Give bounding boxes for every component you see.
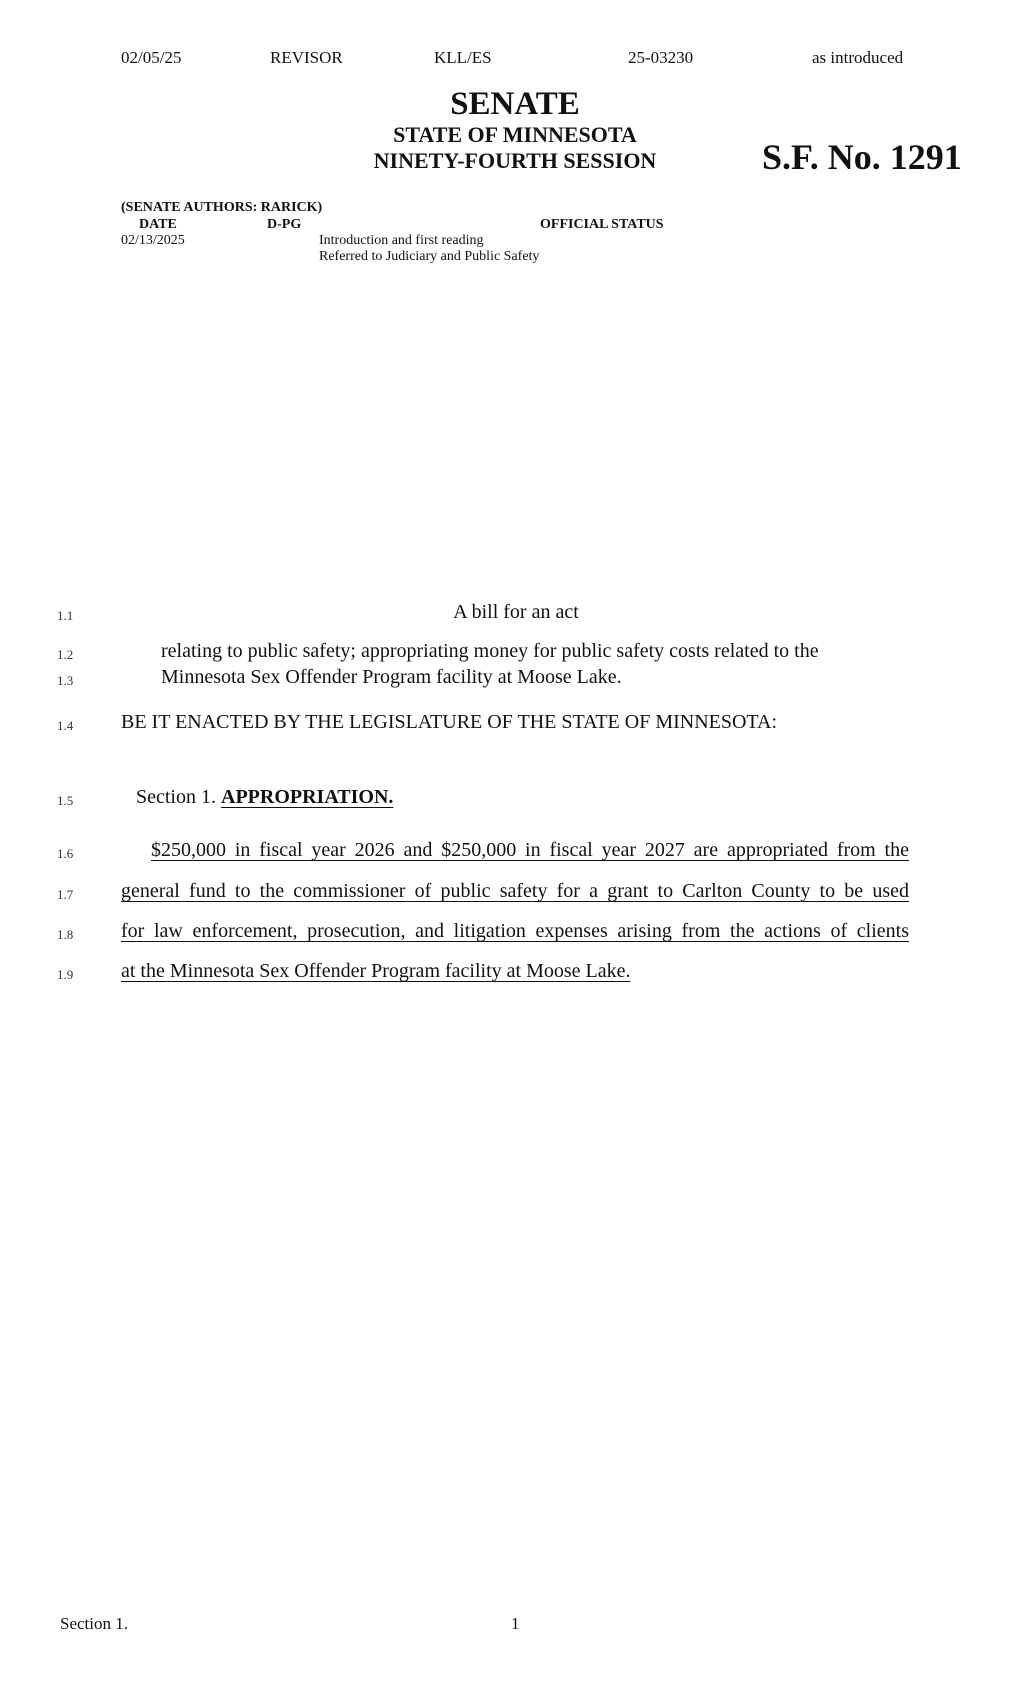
line-number: 1.8 bbox=[57, 927, 74, 942]
line-number: 1.7 bbox=[57, 887, 74, 902]
relating-line-1: relating to public safety; appropriating money for public safety costs related to the bbox=[161, 640, 819, 662]
relating-line-2: Minnesota Sex Offender Program facility at Moose Lake. bbox=[161, 666, 622, 688]
bill-number: S.F. No. 1291 bbox=[762, 137, 962, 177]
page-number: 1 bbox=[511, 1614, 520, 1633]
header-revisor: REVISOR bbox=[270, 48, 343, 67]
section-title: APPROPRIATION. bbox=[221, 786, 394, 808]
section-text-line-4: at the Minnesota Sex Offender Program facility at Moose Lake. bbox=[121, 960, 631, 982]
line-number: 1.3 bbox=[57, 673, 74, 688]
session-title: NINETY-FOURTH SESSION bbox=[373, 148, 657, 173]
status-entry-2: Referred to Judiciary and Public Safety bbox=[319, 249, 540, 264]
line-number: 1.1 bbox=[57, 608, 74, 623]
enacting-clause: BE IT ENACTED BY THE LEGISLATURE OF THE STATE OF MINNESOTA: bbox=[121, 711, 778, 733]
section-text-line-2: general fund to the commissioner of public safety for a grant to Carlton County to be used bbox=[121, 880, 909, 902]
chamber-title: SENATE bbox=[450, 86, 580, 122]
section-text-line-3: for law enforcement, prosecution, and litigation expenses arising from the actions of clients bbox=[121, 920, 909, 942]
footer-section: Section 1. bbox=[60, 1614, 128, 1633]
status-entry-date: 02/13/2025 bbox=[121, 233, 185, 248]
status-entry-1: Introduction and first reading bbox=[319, 233, 484, 248]
line-number: 1.2 bbox=[57, 647, 74, 662]
col-status-header: OFFICIAL STATUS bbox=[540, 217, 664, 232]
col-dpg-header: D-PG bbox=[267, 217, 302, 232]
authors-label: (SENATE AUTHORS: RARICK) bbox=[121, 200, 323, 215]
line-number: 1.9 bbox=[57, 967, 74, 982]
bill-heading: A bill for an act bbox=[453, 601, 579, 623]
header-initials: KLL/ES bbox=[434, 48, 492, 67]
line-number: 1.4 bbox=[57, 718, 74, 733]
line-number: 1.5 bbox=[57, 793, 74, 808]
header-doc-number: 25-03230 bbox=[628, 48, 694, 67]
section-label: Section 1. bbox=[136, 786, 216, 808]
line-number: 1.6 bbox=[57, 846, 74, 861]
col-date-header: DATE bbox=[139, 217, 177, 232]
header-date: 02/05/25 bbox=[121, 48, 182, 67]
section-text-line-1: $250,000 in fiscal year 2026 and $250,000 in fiscal year 2027 are appropriated from the bbox=[151, 839, 909, 861]
header-status: as introduced bbox=[812, 48, 904, 67]
section-heading bbox=[136, 786, 393, 809]
state-title: STATE OF MINNESOTA bbox=[393, 122, 637, 147]
